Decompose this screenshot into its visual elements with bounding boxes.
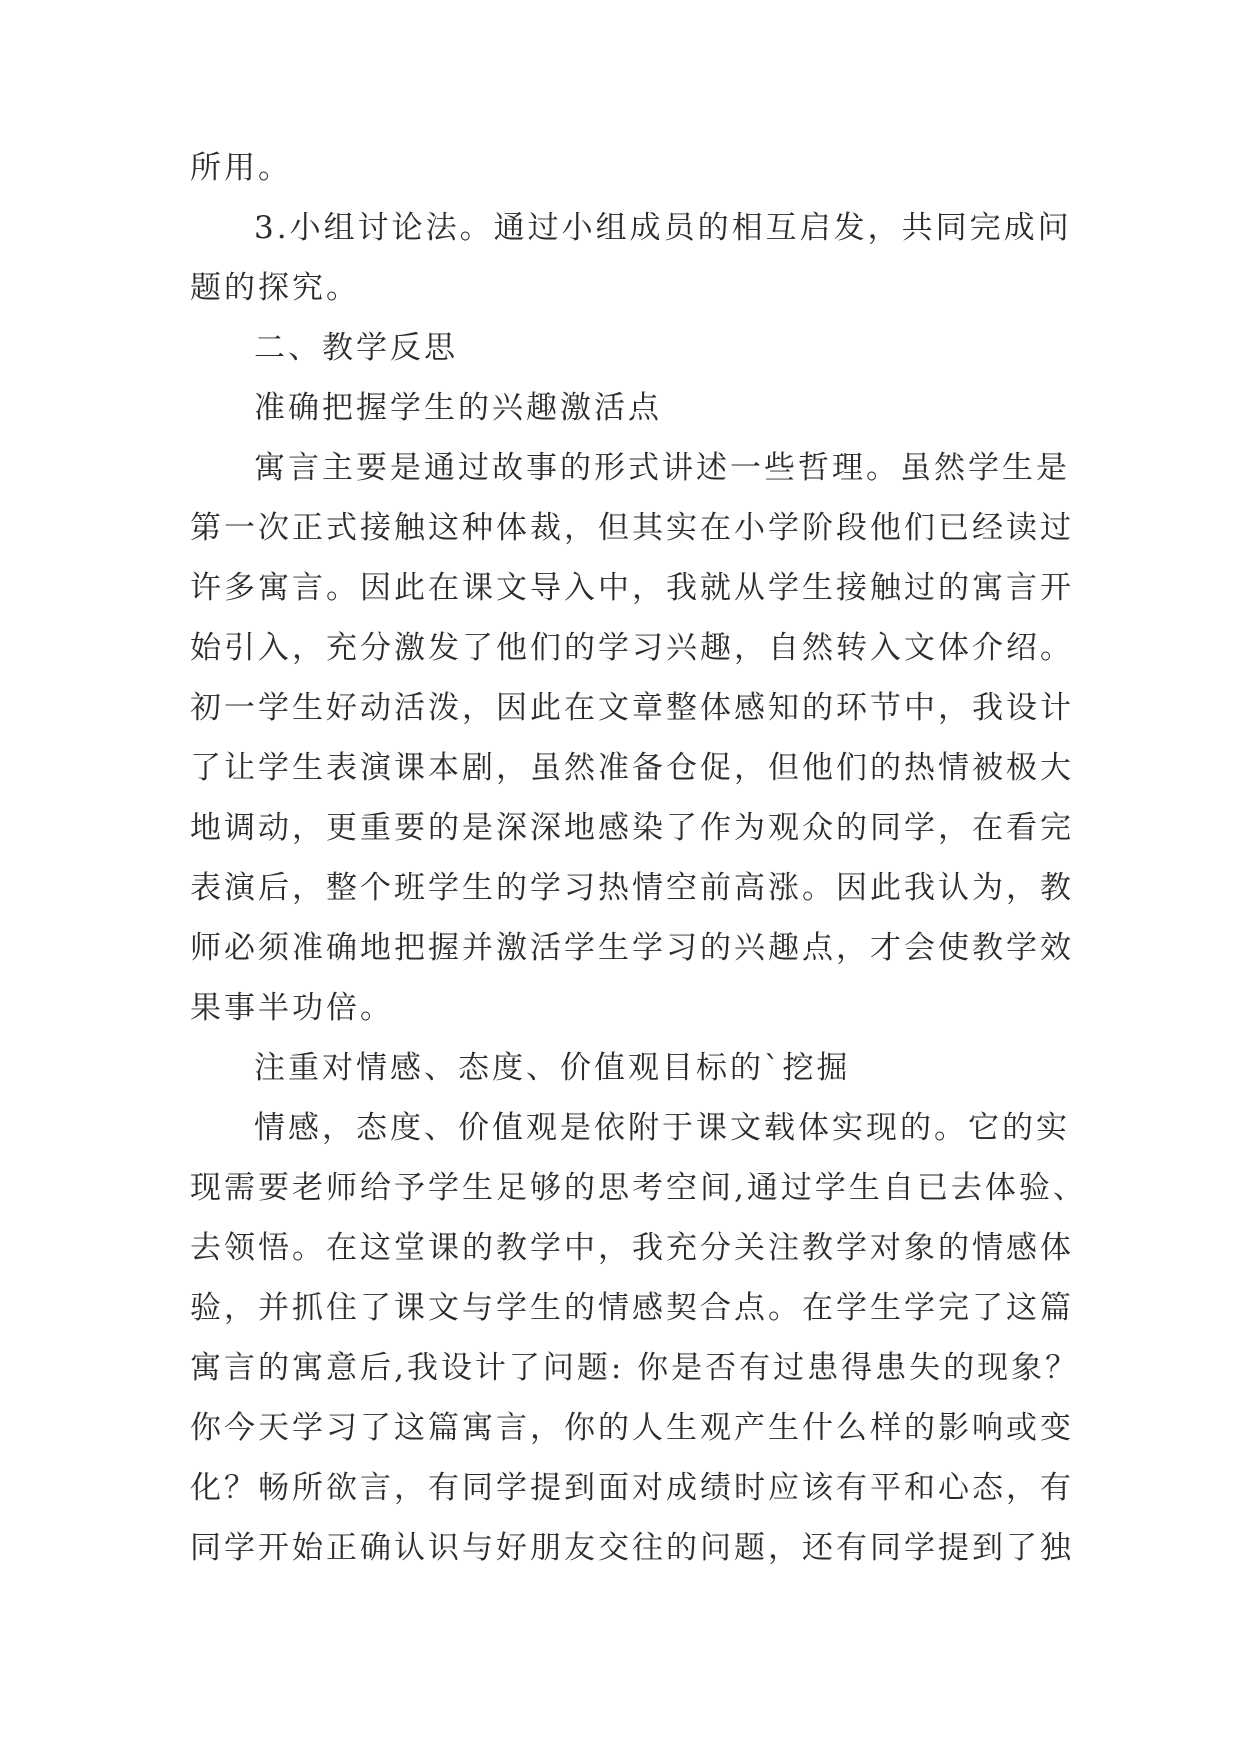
text-line: 现需要老师给予学生足够的思考空间,通过学生自已去体验、	[190, 1170, 1087, 1206]
text-line: 题的探究。	[190, 270, 360, 306]
text-line: 你今天学习了这篇寓言，你的人生观产生什么样的影响或变	[190, 1410, 1074, 1446]
text-line: 同学开始正确认识与好朋友交往的问题，还有同学提到了独	[190, 1530, 1074, 1566]
text-line: 果事半功倍。	[190, 990, 394, 1026]
text-line: 地调动，更重要的是深深地感染了作为观众的同学，在看完	[190, 810, 1074, 846]
text-line: 始引入，充分激发了他们的学习兴趣，自然转入文体介绍。	[190, 630, 1074, 666]
text-line: 化？畅所欲言，有同学提到面对成绩时应该有平和心态，有	[190, 1470, 1074, 1506]
text-line: 情感，态度、价值观是依附于课文载体实现的。它的实	[254, 1110, 1070, 1146]
text-line: 所用。	[190, 150, 292, 186]
text-line: 了让学生表演课本剧，虽然准备仓促，但他们的热情被极大	[190, 750, 1074, 786]
text-line: 3.小组讨论法。通过小组成员的相互启发，共同完成问	[254, 210, 1072, 246]
subsection-heading: 注重对情感、态度、价值观目标的`挖掘	[254, 1050, 851, 1086]
section-heading: 二、教学反思	[254, 330, 458, 366]
text-line: 第一次正式接触这种体裁，但其实在小学阶段他们已经读过	[190, 510, 1074, 546]
text-line: 师必须准确地把握并激活学生学习的兴趣点，才会使教学效	[190, 930, 1074, 966]
text-line: 去领悟。在这堂课的教学中，我充分关注教学对象的情感体	[190, 1230, 1074, 1266]
text-line: 寓言主要是通过故事的形式讲述一些哲理。虽然学生是	[254, 450, 1070, 486]
text-line: 许多寓言。因此在课文导入中，我就从学生接触过的寓言开	[190, 570, 1074, 606]
text-line: 验，并抓住了课文与学生的情感契合点。在学生学完了这篇	[190, 1290, 1074, 1326]
text-line: 表演后，整个班学生的学习热情空前高涨。因此我认为，教	[190, 870, 1074, 906]
subsection-heading: 准确把握学生的兴趣激活点	[254, 390, 662, 426]
text-line: 寓言的寓意后,我设计了问题: 你是否有过患得患失的现象？	[190, 1350, 1080, 1386]
text-line: 初一学生好动活泼，因此在文章整体感知的环节中，我设计	[190, 690, 1074, 726]
